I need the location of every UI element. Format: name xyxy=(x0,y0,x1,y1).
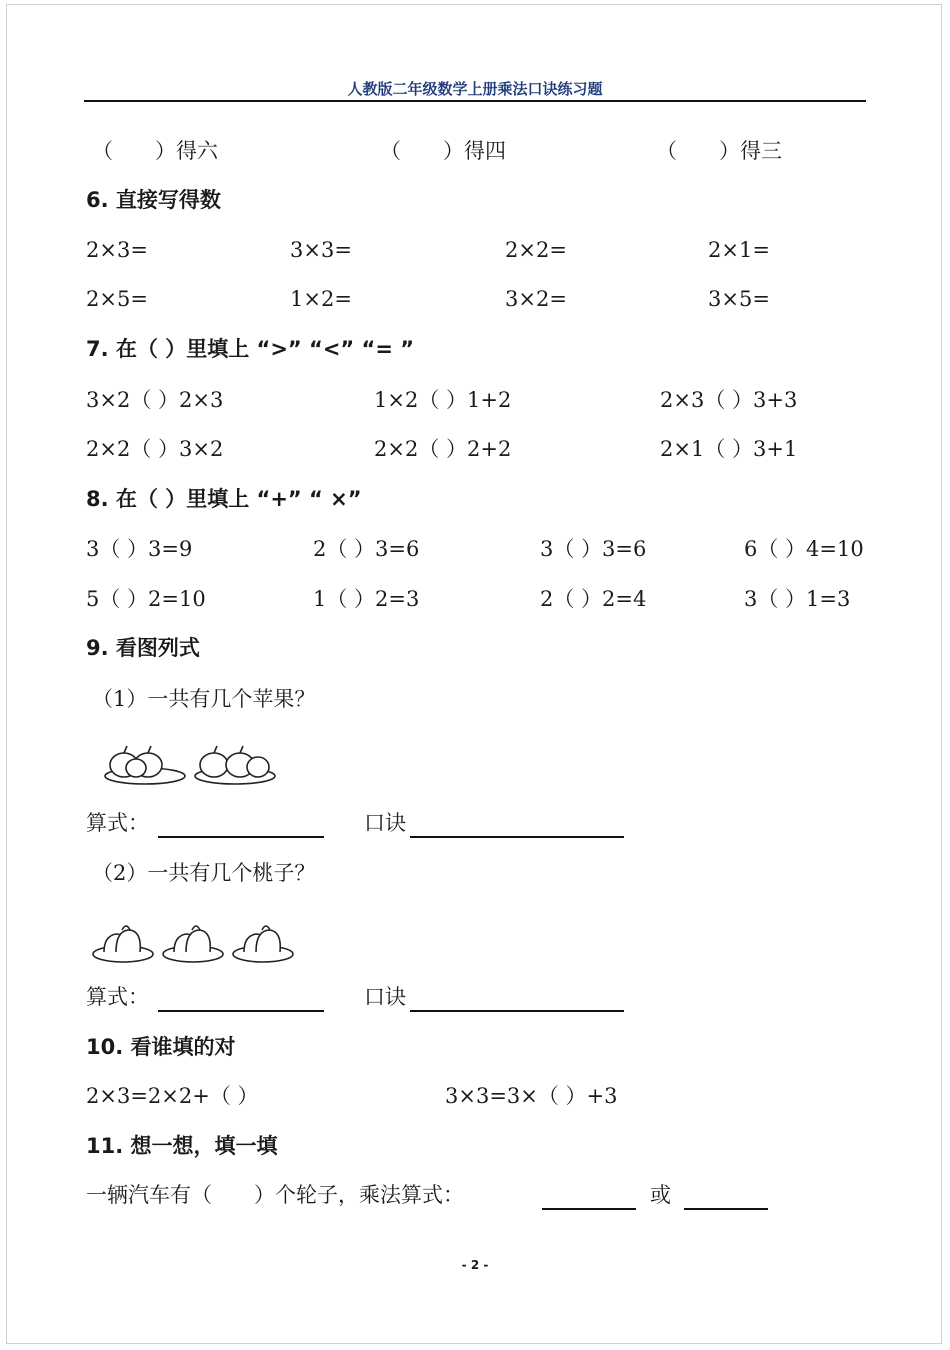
q9-part2-answer xyxy=(0,982,950,1012)
q9-part2-question: （2）一共有几个桃子？ xyxy=(92,861,316,885)
operator-fill: 1（ ）2=3 xyxy=(313,587,420,611)
exercise: 1×2= xyxy=(290,287,352,311)
blank-item: （ ）得三 xyxy=(656,139,782,163)
q9-part1-question: （1）一共有几个苹果？ xyxy=(92,687,316,711)
formula-label: 算式： xyxy=(86,985,149,1009)
apple-plate-icon xyxy=(100,738,280,788)
q8-row xyxy=(0,534,950,564)
peach-plate-icon xyxy=(90,914,300,966)
q8-heading: 8. 在（ ）里填上 “+” “ ×” xyxy=(86,487,362,511)
operator-fill: 5（ ）2=10 xyxy=(86,587,206,611)
exercise: 2×1= xyxy=(708,238,770,262)
q9-part1-answer xyxy=(0,808,950,838)
q6-row xyxy=(0,235,950,265)
formula-answer-line[interactable] xyxy=(158,808,324,838)
q10-row xyxy=(0,1081,950,1111)
comparison: 2×1（ ）3+1 xyxy=(660,437,798,461)
q10-heading: 10. 看谁填的对 xyxy=(86,1035,236,1059)
fill-item: 3×3=3×（ ）+3 xyxy=(445,1084,618,1108)
q11-row xyxy=(0,1180,950,1210)
or-label: 或 xyxy=(650,1183,671,1207)
header-title: 人教版二年级数学上册乘法口诀练习题 xyxy=(347,80,603,98)
rhyme-label: 口诀 xyxy=(364,811,406,835)
q9-heading: 9. 看图列式 xyxy=(86,636,200,660)
operator-fill: 2（ ）3=6 xyxy=(313,537,420,561)
formula-answer-line[interactable] xyxy=(684,1180,768,1210)
comparison: 1×2（ ）1+2 xyxy=(374,388,512,412)
q11-text: 一辆汽车有（ ）个轮子，乘法算式： xyxy=(86,1183,464,1207)
q11-heading: 11. 想一想，填一填 xyxy=(86,1134,278,1158)
formula-answer-line[interactable] xyxy=(158,982,324,1012)
blank-item: （ ）得六 xyxy=(92,139,218,163)
exercise: 3×2= xyxy=(505,287,567,311)
q8-row xyxy=(0,584,950,614)
operator-fill: 6（ ）4=10 xyxy=(744,537,864,561)
exercise: 2×3= xyxy=(86,238,148,262)
rhyme-answer-line[interactable] xyxy=(410,808,624,838)
formula-label: 算式： xyxy=(86,811,149,835)
comparison: 2×2（ ）3×2 xyxy=(86,437,224,461)
comparison: 2×3（ ）3+3 xyxy=(660,388,798,412)
fill-item: 2×3=2×2+（ ） xyxy=(86,1084,259,1108)
top-row xyxy=(0,136,950,166)
page-number: - 2 - xyxy=(461,1258,489,1272)
blank-item: （ ）得四 xyxy=(380,139,506,163)
exercise: 3×3= xyxy=(290,238,352,262)
q6-heading: 6. 直接写得数 xyxy=(86,188,221,212)
comparison: 2×2（ ）2+2 xyxy=(374,437,512,461)
comparison: 3×2（ ）2×3 xyxy=(86,388,224,412)
formula-answer-line[interactable] xyxy=(542,1180,636,1210)
operator-fill: 3（ ）1=3 xyxy=(744,587,851,611)
operator-fill: 2（ ）2=4 xyxy=(540,587,647,611)
rhyme-answer-line[interactable] xyxy=(410,982,624,1012)
operator-fill: 3（ ）3=9 xyxy=(86,537,193,561)
q6-row xyxy=(0,284,950,314)
header-rule xyxy=(84,100,866,102)
operator-fill: 3（ ）3=6 xyxy=(540,537,647,561)
q7-row xyxy=(0,434,950,464)
rhyme-label: 口诀 xyxy=(364,985,406,1009)
q7-row xyxy=(0,385,950,415)
q7-heading: 7. 在（ ）里填上 “>” “<” “= ” xyxy=(86,337,415,361)
exercise: 2×5= xyxy=(86,287,148,311)
exercise: 3×5= xyxy=(708,287,770,311)
exercise: 2×2= xyxy=(505,238,567,262)
